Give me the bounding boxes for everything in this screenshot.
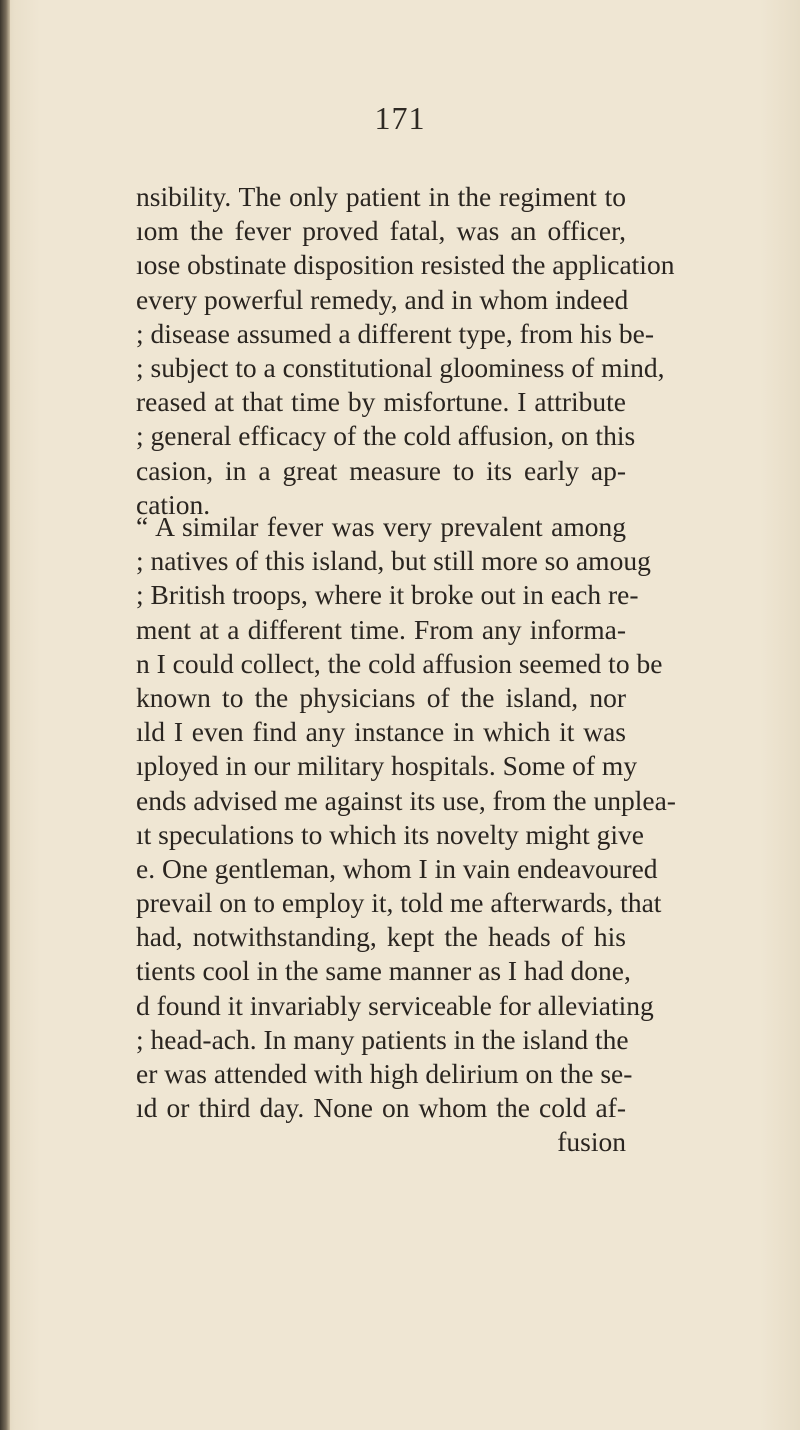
- text-line: prevail on to employ it, told me afterwards, that: [136, 887, 662, 919]
- text-line: ıld I even find any instance in which it was: [136, 716, 626, 748]
- text-line: known to the physicians of the island, nor: [136, 681, 626, 713]
- text-line: nsibility. The only patient in the regiment to: [136, 181, 626, 212]
- text-line: ıt speculations to which its novelty might give: [136, 818, 644, 850]
- text-line: ıployed in our military hospitals. Some of my: [136, 750, 638, 782]
- paragraph-2: [136, 510, 676, 1160]
- text-line: every powerful remedy, and in whom indeed: [136, 283, 629, 315]
- text-line: ; British troops, where it broke out in each re-: [136, 579, 639, 611]
- text-line: n I could collect, the cold affusion seemed to be: [136, 647, 663, 679]
- paragraph-1: [136, 180, 675, 522]
- text-line: e. One gentleman, whom I in vain endeavoured: [136, 852, 658, 884]
- text-line: reased at that time by misfortune. I attribute: [136, 386, 626, 418]
- text-line: ıd or third day. None on whom the cold af-: [136, 1092, 626, 1124]
- text-line: d found it invariably serviceable for alleviating: [136, 989, 654, 1021]
- text-line: casion, in a great measure to its early ap-: [136, 454, 626, 486]
- page-number: 171: [374, 100, 426, 136]
- text-line: tients cool in the same manner as I had done,: [136, 955, 631, 987]
- text-line: cation.: [136, 488, 211, 520]
- text-line: ; subject to a constitutional gloominess of mind,: [136, 351, 665, 383]
- text-line: ıom the fever proved fatal, was an officer,: [136, 215, 626, 247]
- binding-edge: [0, 0, 10, 1430]
- text-line: ment at a different time. From any informa-: [136, 613, 626, 645]
- text-line: “ A similar fever was very prevalent among: [136, 511, 626, 542]
- text-line: er was attended with high delirium on the se-: [136, 1058, 633, 1089]
- text-line: ; disease assumed a different type, from his be-: [136, 317, 655, 349]
- text-line: ; head-ach. In many patients in the island the: [136, 1023, 629, 1055]
- text-line: ; natives of this island, but still more so amoug: [136, 545, 651, 577]
- text-line: ends advised me against its use, from the unplea-: [136, 784, 676, 816]
- catchword: fusion: [557, 1126, 626, 1158]
- text-line: ; general efficacy of the cold affusion, on this: [136, 420, 636, 452]
- text-line: had, notwithstanding, kept the heads of his: [136, 921, 626, 953]
- text-line: ıose obstinate disposition resisted the application: [136, 249, 675, 281]
